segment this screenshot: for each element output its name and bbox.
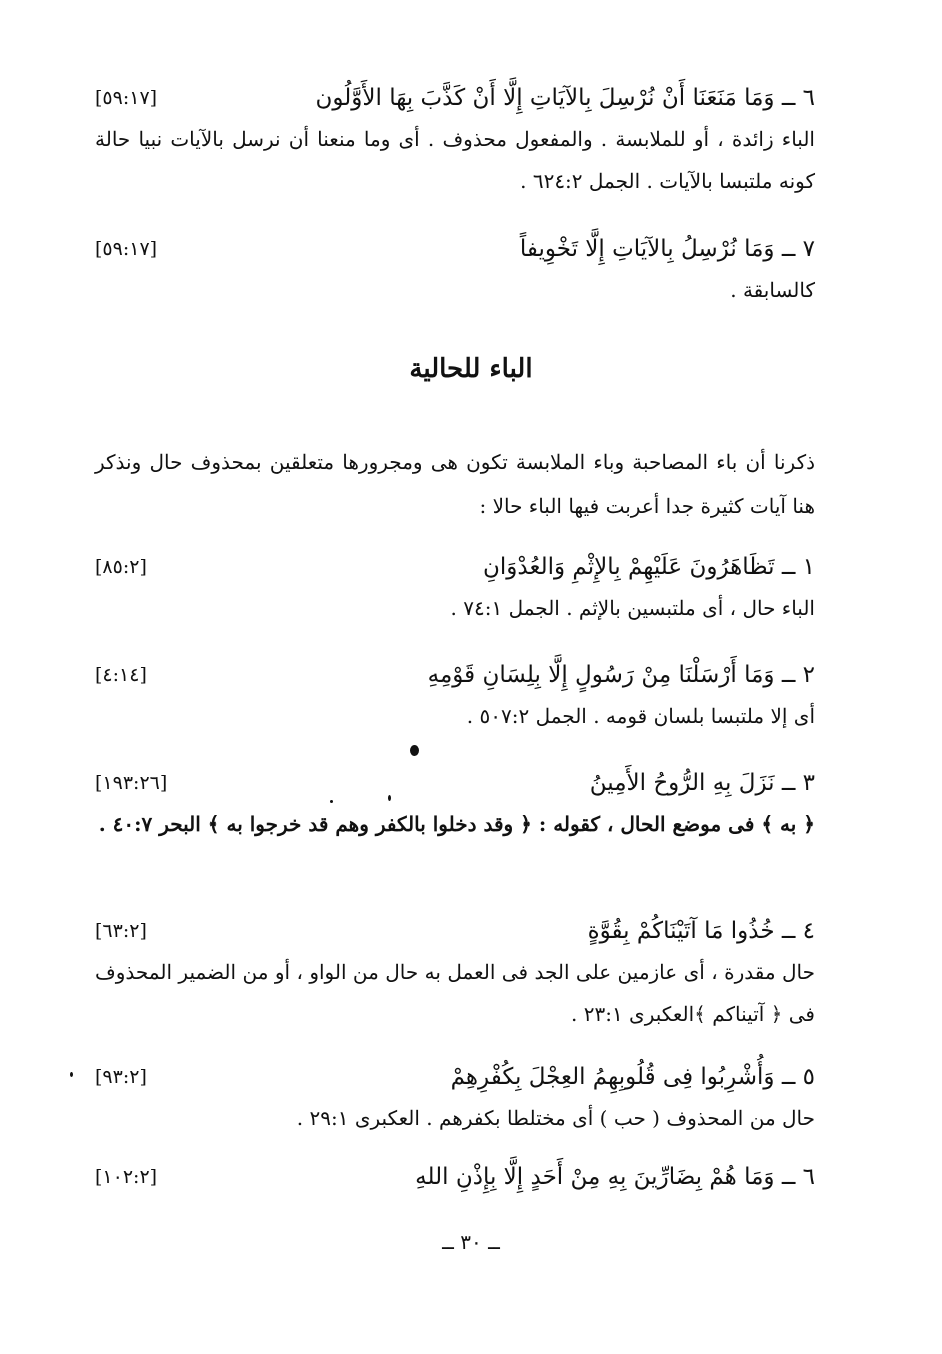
page-number: ــ ٣٠ ــ xyxy=(442,1230,500,1254)
commentary: حال مقدرة ، أى عازمين على الجد فى العمل به حال من الواو ، أو من الضمير المحذوف فى ﴿ آتيناكم ﴾العكبرى ٢٣:١ . xyxy=(95,960,815,1026)
ink-speck xyxy=(410,745,419,756)
verse-line xyxy=(95,763,815,803)
commentary: الباء حال ، أى ملتبسين بالإثم . الجمل ٧٤:١ . xyxy=(450,596,815,620)
verse-text: ١ ــ تَظَاهَرُونَ عَلَيْهِمْ بِالإِثْمِ وَالعُدْوَانِ xyxy=(483,554,815,580)
verse-reference: [٩٣:٢] xyxy=(95,1066,147,1088)
verse-text: ٦ ــ وَمَا هُمْ بِضَارِّينَ بِهِ مِنْ أَحَدٍ إِلَّا بِإِذْنِ اللهِ xyxy=(415,1164,815,1190)
commentary: أى إلا ملتبسا بلسان قومه . الجمل ٥٠٧:٢ . xyxy=(466,704,815,728)
verse-line xyxy=(95,1157,815,1197)
verse-reference: [٨٥:٢] xyxy=(95,556,147,578)
commentary: الباء زائدة ، أو للملابسة . والمفعول محذوف . أى وما منعنا أن نرسل بالآيات نبيا حالة كونه ملتبسا بالآيات . الجمل ٦٢٤:٢ . xyxy=(95,127,815,193)
commentary: حال من المحذوف ( حب ) أى مختلطا بكفرهم . العكبرى ٢٩:١ . xyxy=(296,1106,815,1130)
verse-text: ٣ ــ نَزَلَ بِهِ الرُّوحُ الأَمِينُ xyxy=(589,770,815,796)
verse-reference: [٦٣:٢] xyxy=(95,920,147,942)
verse-reference: [٥٩:١٧] xyxy=(95,87,158,109)
ink-speck xyxy=(70,1072,73,1077)
verse-reference: [١٩٣:٢٦] xyxy=(95,772,168,794)
verse-reference: [٤:١٤] xyxy=(95,664,147,686)
verse-entry xyxy=(95,229,815,311)
verse-entry xyxy=(95,1157,815,1197)
verse-line xyxy=(95,229,815,269)
verse-reference: [٥٩:١٧] xyxy=(95,238,158,260)
verse-line xyxy=(95,1057,815,1097)
verse-text: ٦ ــ وَمَا مَنَعَنَا أَنْ نُرْسِلَ بِالآيَاتِ إِلَّا أَنْ كَذَّبَ بِهَا الأَوَّلُون xyxy=(315,85,815,111)
verse-entry xyxy=(95,547,815,629)
verse-line xyxy=(95,911,815,951)
verse-entry xyxy=(95,78,815,202)
verse-text: ٧ ــ وَمَا نُرْسِلُ بِالآيَاتِ إِلَّا تَخْوِيفاً xyxy=(519,236,815,262)
commentary: ﴿ به ﴾ فى موضع الحال ، كقوله : ﴿ وقد دخلوا بالكفر وهم قد خرجوا به ﴾ البحر ٤٠:٧ . xyxy=(98,812,815,836)
section-heading: الباء للحالية xyxy=(409,354,533,384)
ink-speck xyxy=(330,800,333,803)
verse-text: ٥ ــ وَأُشْرِبُوا فِى قُلُوبِهِمُ العِجْلَ بِكُفْرِهِمْ xyxy=(450,1064,815,1090)
intro-paragraph: ذكرنا أن باء المصاحبة وباء الملابسة تكون هى ومجرورها متعلقين بمحذوف حال ونذكر هنا آيات كثيرة جدا أعربت فيها الباء حالا : xyxy=(95,450,815,518)
verse-entry xyxy=(95,1057,815,1139)
verse-entry xyxy=(95,763,815,845)
commentary: كالسابقة . xyxy=(730,278,815,302)
verse-reference: [١٠٢:٢] xyxy=(95,1166,158,1188)
verse-entry xyxy=(95,655,815,737)
verse-line xyxy=(95,655,815,695)
verse-line xyxy=(95,78,815,118)
ink-speck xyxy=(388,795,391,801)
verse-text: ٢ ــ وَمَا أَرْسَلْنَا مِنْ رَسُولٍ إِلَّا بِلِسَانِ قَوْمِهِ xyxy=(427,662,815,688)
verse-entry xyxy=(95,911,815,1035)
verse-line xyxy=(95,547,815,587)
verse-text: ٤ ــ خُذُوا مَا آتَيْنَاكُمْ بِقُوَّةٍ xyxy=(587,918,815,944)
